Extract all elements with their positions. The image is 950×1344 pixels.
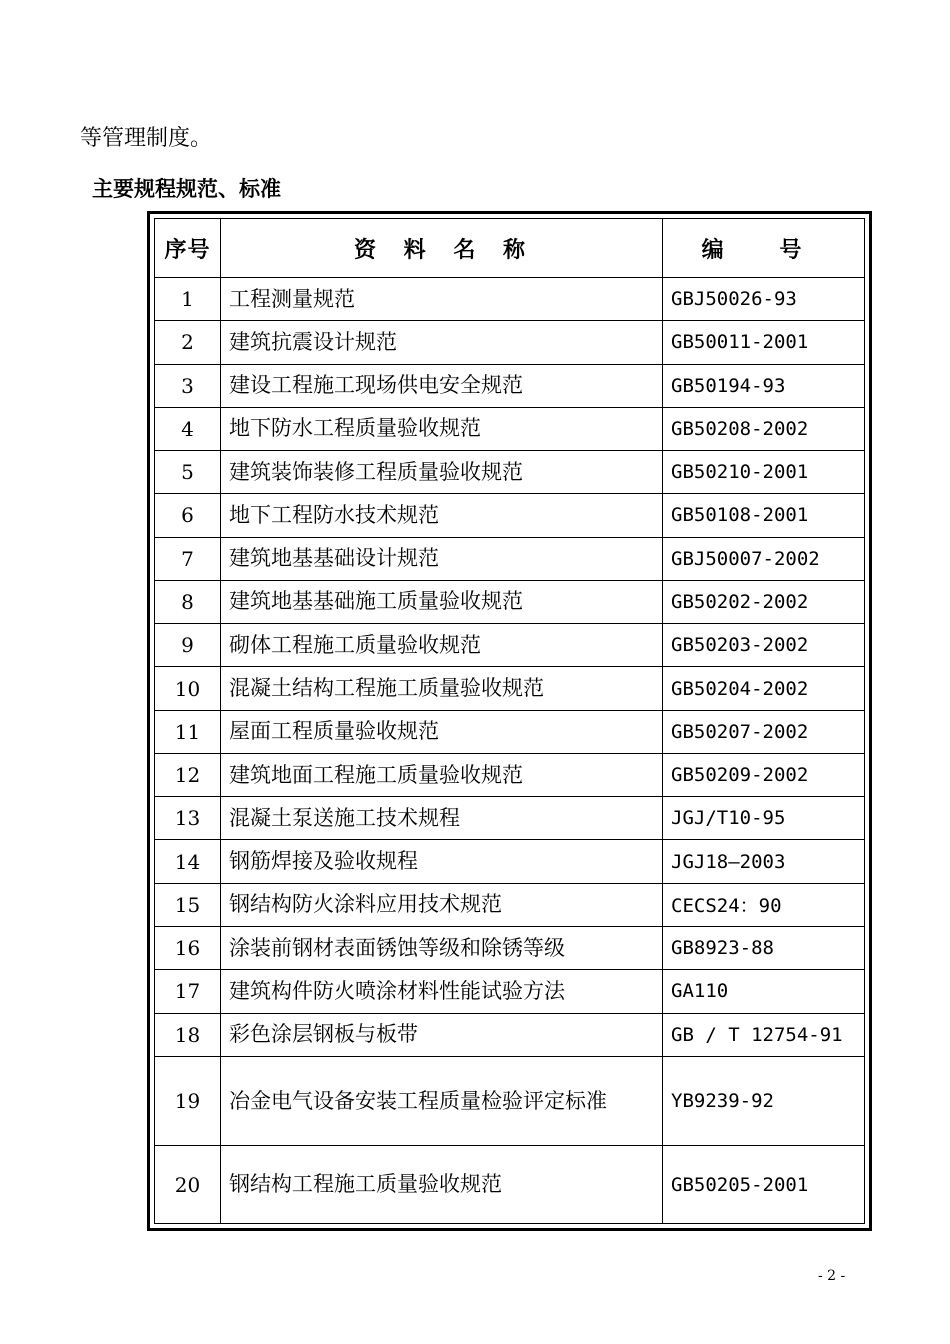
table-row (155, 710, 865, 753)
row-document-name: 钢筋焊接及验收规程 (221, 840, 663, 883)
row-serial-number: 6 (155, 494, 221, 537)
table-row (155, 321, 865, 364)
row-serial-number: 18 (155, 1013, 221, 1056)
row-document-name: 彩色涂层钢板与板带 (221, 1013, 663, 1056)
row-code: GB8923-88 (663, 926, 865, 969)
row-document-name: 涂装前钢材表面锈蚀等级和除锈等级 (221, 926, 663, 969)
row-serial-number: 16 (155, 926, 221, 969)
row-document-name: 工程测量规范 (221, 278, 663, 321)
table-row (155, 451, 865, 494)
row-document-name: 冶金电气设备安装工程质量检验评定标准 (221, 1056, 663, 1146)
table-row (155, 797, 865, 840)
header-document-name: 资 料 名 称 (221, 219, 663, 278)
table-row (155, 667, 865, 710)
table-row (155, 364, 865, 407)
row-code: GB50210-2001 (663, 451, 865, 494)
table-row (155, 926, 865, 969)
row-serial-number: 13 (155, 797, 221, 840)
row-serial-number: 15 (155, 883, 221, 926)
table-row (155, 580, 865, 623)
row-serial-number: 8 (155, 580, 221, 623)
row-document-name: 钢结构工程施工质量验收规范 (221, 1146, 663, 1224)
row-document-name: 建筑地基基础设计规范 (221, 537, 663, 580)
row-code: GB50208-2002 (663, 407, 865, 450)
table-row (155, 624, 865, 667)
row-serial-number: 14 (155, 840, 221, 883)
row-serial-number: 1 (155, 278, 221, 321)
row-serial-number: 11 (155, 710, 221, 753)
intro-text: 等管理制度。 (80, 126, 213, 151)
row-code: GB50205-2001 (663, 1146, 865, 1224)
row-serial-number: 4 (155, 407, 221, 450)
row-code: GB50194-93 (663, 364, 865, 407)
standards-table-frame (147, 211, 872, 1231)
table-row (155, 753, 865, 796)
row-code: GBJ50026-93 (663, 278, 865, 321)
table-row (155, 970, 865, 1013)
row-document-name: 混凝土泵送施工技术规程 (221, 797, 663, 840)
row-serial-number: 19 (155, 1056, 221, 1146)
row-document-name: 砌体工程施工质量验收规范 (221, 624, 663, 667)
row-serial-number: 7 (155, 537, 221, 580)
row-document-name: 建筑装饰装修工程质量验收规范 (221, 451, 663, 494)
table-row (155, 537, 865, 580)
row-serial-number: 9 (155, 624, 221, 667)
row-document-name: 钢结构防火涂料应用技术规范 (221, 883, 663, 926)
row-document-name: 建筑地基基础施工质量验收规范 (221, 580, 663, 623)
row-document-name: 屋面工程质量验收规范 (221, 710, 663, 753)
table-row (155, 1146, 865, 1224)
row-code: CECS24：90 (663, 883, 865, 926)
section-heading: 主要规程规范、标准 (92, 177, 281, 201)
row-serial-number: 10 (155, 667, 221, 710)
table-row (155, 494, 865, 537)
row-serial-number: 3 (155, 364, 221, 407)
row-code: GB50108-2001 (663, 494, 865, 537)
row-serial-number: 12 (155, 753, 221, 796)
row-code: GB50204-2002 (663, 667, 865, 710)
row-code: GB / T 12754-91 (663, 1013, 865, 1056)
row-document-name: 混凝土结构工程施工质量验收规范 (221, 667, 663, 710)
table-row (155, 1013, 865, 1056)
row-code: YB9239-92 (663, 1056, 865, 1146)
header-serial-number: 序号 (155, 219, 221, 278)
row-serial-number: 2 (155, 321, 221, 364)
row-document-name: 建设工程施工现场供电安全规范 (221, 364, 663, 407)
row-document-name: 建筑构件防火喷涂材料性能试验方法 (221, 970, 663, 1013)
row-serial-number: 20 (155, 1146, 221, 1224)
table-row (155, 278, 865, 321)
row-code: JGJ18—2003 (663, 840, 865, 883)
row-code: GB50207-2002 (663, 710, 865, 753)
row-code: JGJ/T10-95 (663, 797, 865, 840)
row-code: GB50202-2002 (663, 580, 865, 623)
header-code: 编 号 (663, 219, 865, 278)
row-serial-number: 17 (155, 970, 221, 1013)
row-code: GB50011-2001 (663, 321, 865, 364)
row-code: GBJ50007-2002 (663, 537, 865, 580)
row-code: GA110 (663, 970, 865, 1013)
row-document-name: 建筑地面工程施工质量验收规范 (221, 753, 663, 796)
table-row (155, 407, 865, 450)
table-row (155, 840, 865, 883)
row-document-name: 地下工程防水技术规范 (221, 494, 663, 537)
row-document-name: 地下防水工程质量验收规范 (221, 407, 663, 450)
row-document-name: 建筑抗震设计规范 (221, 321, 663, 364)
row-code: GB50203-2002 (663, 624, 865, 667)
table-header-row (155, 219, 865, 278)
table-row (155, 1056, 865, 1146)
standards-table (154, 218, 865, 1224)
row-serial-number: 5 (155, 451, 221, 494)
row-code: GB50209-2002 (663, 753, 865, 796)
table-row (155, 883, 865, 926)
page-number: - 2 - (818, 1268, 846, 1284)
